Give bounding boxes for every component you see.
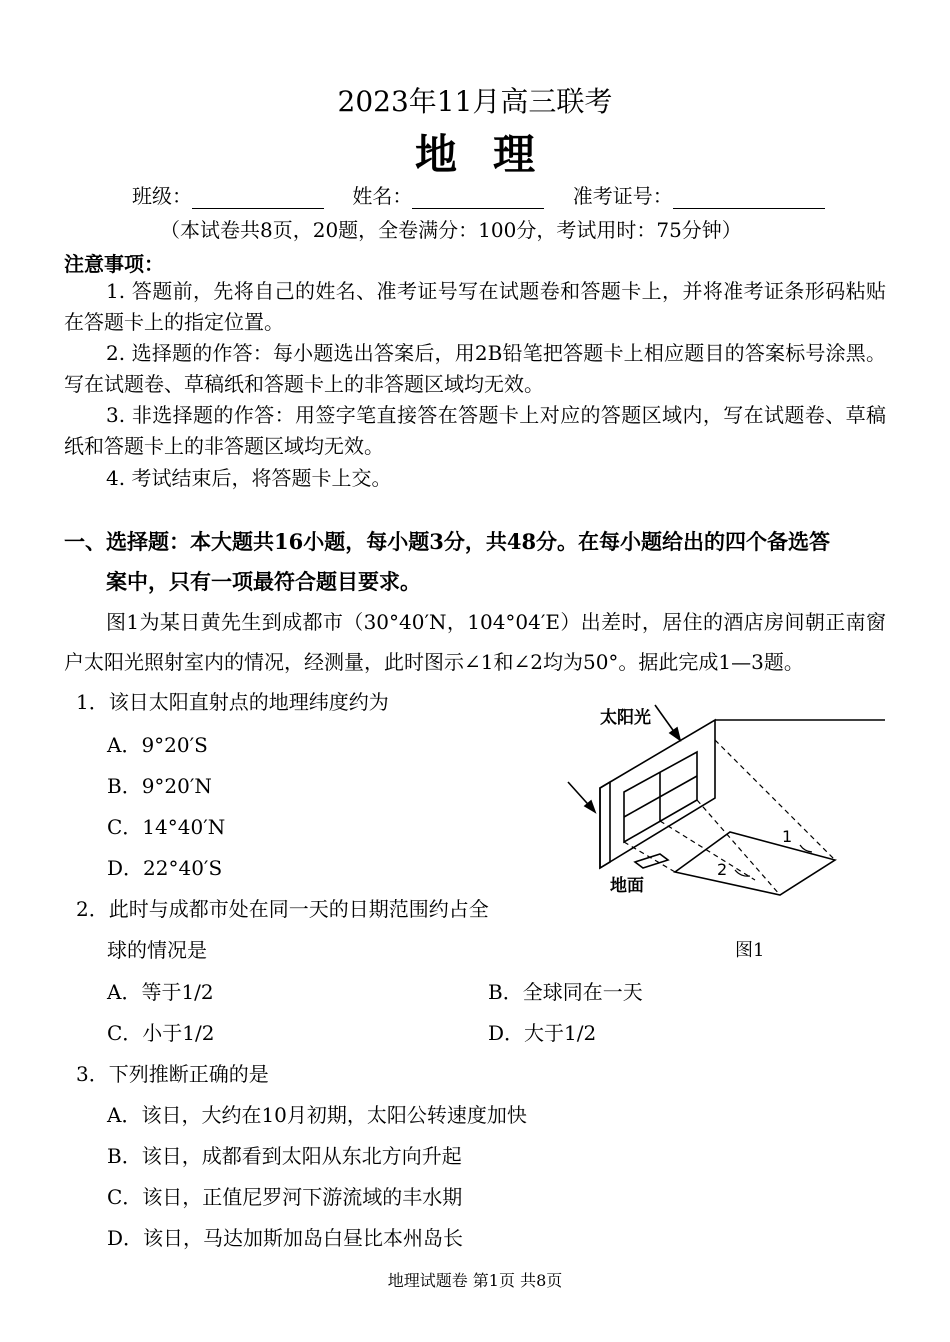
angle-1-label: 1 — [782, 827, 793, 846]
wall-edge — [600, 782, 610, 868]
q2-option-c[interactable]: C．小于1/2 — [107, 1021, 215, 1045]
class-blank[interactable] — [192, 188, 324, 209]
figure-1-sunlight-diagram — [560, 700, 890, 910]
name-blank[interactable] — [412, 188, 544, 209]
exam-title: 2023年11月高三联考 — [337, 85, 613, 118]
ground-label: 地面 — [610, 876, 644, 896]
section-heading-line1: 一、选择题：本大题共16小题，每小题3分，共48分。在每小题给出的四个备选答 — [64, 529, 831, 554]
notice-item-4: 4. 考试结束后，将答题卡上交。 — [106, 466, 392, 490]
q3-option-c[interactable]: C．该日，正值尼罗河下游流域的丰水期 — [107, 1185, 463, 1209]
q2-option-d[interactable]: D．大于1/2 — [488, 1021, 597, 1045]
figure-caption: 图1 — [735, 940, 765, 961]
question-2-stem-line2: 球的情况是 — [107, 938, 207, 962]
arrow-head-upper — [670, 728, 680, 740]
q1-option-d[interactable]: D．22°40′S — [107, 856, 223, 880]
q1-option-a[interactable]: A．9°20′S — [107, 733, 208, 757]
q3-option-b[interactable]: B．该日，成都看到太阳从东北方向升起 — [107, 1144, 462, 1168]
notice-title: 注意事项： — [64, 252, 164, 276]
exam-info: （本试卷共8页，20题，全卷满分：100分，考试用时：75分钟） — [160, 218, 742, 242]
q1-option-b[interactable]: B．9°20′N — [107, 774, 212, 798]
exam-id-label: 准考证号： — [572, 184, 673, 208]
question-1-stem: 1．该日太阳直射点的地理纬度约为 — [76, 690, 389, 714]
class-label: 班级： — [132, 184, 192, 208]
question-3-stem: 3．下列推断正确的是 — [76, 1062, 269, 1086]
notice-item-3: 3. 非选择题的作答：用签字笔直接答在答题卡上对应的答题区域内，写在试题卷、草稿纸和答题卡上的非答题区域均无效。 — [64, 403, 886, 458]
notice-item-2: 2. 选择题的作答：每小题选出答案后，用2B铅笔把答题卡上相应题目的答案标号涂黑。写在试题卷、草稿纸和答题卡上的非答题区域均无效。 — [64, 341, 886, 396]
sunlit-floor-patch — [675, 832, 835, 895]
page-footer: 地理试题卷 第1页 共8页 — [387, 1271, 563, 1290]
notice-item-1: 1. 答题前，先将自己的姓名、准考证号写在试题卷和答题卡上，并将准考证条形码粘贴在答题卡上的指定位置。 — [64, 279, 886, 334]
ground-marker — [635, 854, 668, 868]
sun-ray-left — [624, 842, 675, 872]
q2-option-b[interactable]: B．全球同在一天 — [488, 980, 643, 1004]
section-heading-line2: 案中，只有一项最符合题目要求。 — [106, 569, 421, 594]
angle-2-label: 2 — [717, 860, 728, 879]
sunlight-label: 太阳光 — [600, 708, 651, 728]
q1-option-c[interactable]: C．14°40′N — [107, 815, 226, 839]
q3-option-d[interactable]: D．该日，马达加斯加岛白昼比本州岛长 — [107, 1226, 464, 1250]
subject-title: 地理 — [414, 130, 571, 179]
question-2-stem-line1: 2．此时与成都市处在同一天的日期范围约占全 — [76, 897, 489, 921]
question-intro: 图1为某日黄先生到成都市（30°40′N，104°04′E）出差时，居住的酒店房间朝正南窗户太阳光照射室内的情况，经测量，此时图示∠1和∠2均为50°。据此完成1—3题。 — [64, 610, 886, 674]
q3-option-a[interactable]: A．该日，大约在10月初期，太阳公转速度加快 — [107, 1103, 527, 1127]
name-label: 姓名： — [352, 184, 413, 208]
section-heading — [64, 522, 886, 602]
exam-id-blank[interactable] — [673, 188, 825, 209]
student-info-row — [132, 180, 825, 209]
q2-option-a[interactable]: A．等于1/2 — [107, 980, 214, 1004]
